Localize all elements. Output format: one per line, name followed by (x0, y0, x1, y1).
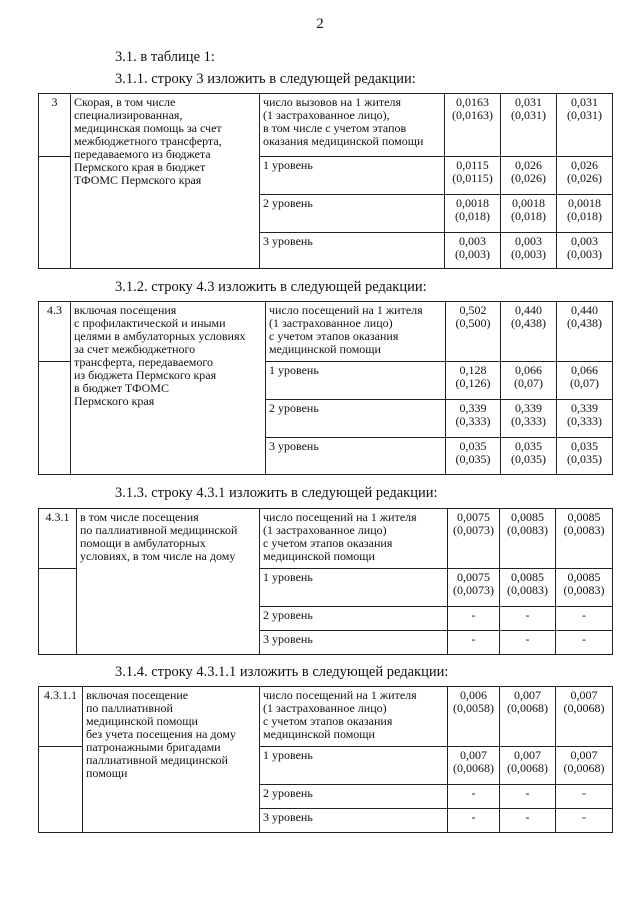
value-cell: 0,0018 (0,018) (445, 195, 501, 233)
value-cell: - (556, 607, 613, 631)
indicator-cell: 2 уровень (260, 785, 448, 809)
value-cell: 0,339 (0,333) (557, 400, 613, 438)
table-row-4-3 (38, 301, 613, 475)
indicator-cell: число посещений на 1 жителя (1 застрахованное лицо) с учетом этапов оказания медицинской помощи (260, 687, 448, 747)
value-cell: 0,007 (0,0068) (448, 747, 500, 785)
value-cell: 0,0075 (0,0073) (448, 509, 500, 569)
indicator-cell: 2 уровень (260, 607, 448, 631)
value-cell: 0,007 (0,0068) (500, 747, 556, 785)
table-row-4-3-1 (38, 508, 613, 655)
value-cell: 0,440 (0,438) (501, 302, 557, 362)
value-cell: 0,0085 (0,0083) (500, 509, 556, 569)
value-cell: 0,339 (0,333) (446, 400, 501, 438)
value-cell: 0,066 (0,07) (557, 362, 613, 400)
value-cell: 0,0085 (0,0083) (556, 509, 613, 569)
value-cell: - (500, 809, 556, 833)
intro-item: 3.1. в таблице 1: (115, 49, 215, 65)
row-code: 4.3.1 (39, 509, 77, 569)
value-cell: - (448, 607, 500, 631)
section-heading: 3.1.3. строку 4.3.1 изложить в следующей редакции: (115, 485, 438, 501)
indicator-cell: 3 уровень (260, 631, 448, 655)
value-cell: 0,128 (0,126) (446, 362, 501, 400)
value-cell: 0,026 (0,026) (501, 157, 557, 195)
value-cell: 0,0085 (0,0083) (500, 569, 556, 607)
code-cont (39, 747, 83, 833)
row-name: включая посещения с профилактической и иными целями в амбулаторных условиях за счет межбюджетного трансферта, передаваемого из бюджета Пермского края в бюджет ТФОМС Пермского края (71, 302, 266, 475)
indicator-cell: 1 уровень (266, 362, 446, 400)
indicator-cell: число посещений на 1 жителя (1 застрахованное лицо) с учетом этапов оказания медицинской помощи (260, 509, 448, 569)
page-number: 2 (316, 16, 324, 32)
row-code: 4.3.1.1 (39, 687, 83, 747)
indicator-cell: 3 уровень (260, 233, 445, 269)
section-heading: 3.1.4. строку 4.3.1.1 изложить в следующей редакции: (115, 664, 449, 680)
value-cell: - (448, 809, 500, 833)
indicator-cell: число вызовов на 1 жителя (1 застрахованное лицо), в том числе с учетом этапов оказания медицинской помощи (260, 94, 445, 157)
value-cell: 0,026 (0,026) (557, 157, 613, 195)
value-cell: - (448, 631, 500, 655)
value-cell: - (500, 785, 556, 809)
code-cont (39, 362, 71, 475)
value-cell: 0,003 (0,003) (501, 233, 557, 269)
code-cont (39, 569, 77, 655)
section-heading: 3.1.2. строку 4.3 изложить в следующей редакции: (115, 279, 427, 295)
value-cell: 0,0163 (0,0163) (445, 94, 501, 157)
value-cell: - (556, 785, 613, 809)
value-cell: - (556, 809, 613, 833)
row-name: включая посещение по паллиативной медицинской помощи без учета посещения на дому патронажными бригадами паллиативной медицинской помощи (83, 687, 260, 833)
value-cell: 0,0018 (0,018) (557, 195, 613, 233)
value-cell: 0,031 (0,031) (501, 94, 557, 157)
value-cell: - (500, 607, 556, 631)
row-name: в том числе посещения по паллиативной медицинской помощи в амбулаторных условиях, в том числе на дому (77, 509, 260, 655)
indicator-cell: 2 уровень (260, 195, 445, 233)
row-code: 4.3 (39, 302, 71, 362)
value-cell: - (448, 785, 500, 809)
indicator-cell: 1 уровень (260, 569, 448, 607)
row-code: 3 (39, 94, 71, 157)
indicator-cell: 1 уровень (260, 157, 445, 195)
value-cell: 0,006 (0,0058) (448, 687, 500, 747)
value-cell: 0,035 (0,035) (446, 438, 501, 475)
value-cell: 0,003 (0,003) (557, 233, 613, 269)
value-cell: 0,0075 (0,0073) (448, 569, 500, 607)
value-cell: 0,0018 (0,018) (501, 195, 557, 233)
value-cell: 0,007 (0,0068) (556, 747, 613, 785)
value-cell: 0,0085 (0,0083) (556, 569, 613, 607)
section-heading: 3.1.1. строку 3 изложить в следующей редакции: (115, 71, 416, 87)
value-cell: - (500, 631, 556, 655)
value-cell: 0,0115 (0,0115) (445, 157, 501, 195)
value-cell: 0,031 (0,031) (557, 94, 613, 157)
indicator-cell: 3 уровень (266, 438, 446, 475)
value-cell: 0,339 (0,333) (501, 400, 557, 438)
indicator-cell: 1 уровень (260, 747, 448, 785)
row-name: Скорая, в том числе специализированная, медицинская помощь за счет межбюджетного трансферта, передаваемого из бюджета Пермского края в бюджет ТФОМС Пермского края (71, 94, 260, 269)
value-cell: - (556, 631, 613, 655)
table-row-3 (38, 93, 613, 269)
value-cell: 0,007 (0,0068) (556, 687, 613, 747)
code-cont (39, 157, 71, 269)
value-cell: 0,440 (0,438) (557, 302, 613, 362)
value-cell: 0,502 (0,500) (446, 302, 501, 362)
value-cell: 0,035 (0,035) (557, 438, 613, 475)
table-row-4-3-1-1 (38, 686, 613, 833)
indicator-cell: число посещений на 1 жителя (1 застрахованное лицо) с учетом этапов оказания медицинской помощи (266, 302, 446, 362)
indicator-cell: 3 уровень (260, 809, 448, 833)
indicator-cell: 2 уровень (266, 400, 446, 438)
value-cell: 0,066 (0,07) (501, 362, 557, 400)
value-cell: 0,035 (0,035) (501, 438, 557, 475)
value-cell: 0,007 (0,0068) (500, 687, 556, 747)
value-cell: 0,003 (0,003) (445, 233, 501, 269)
